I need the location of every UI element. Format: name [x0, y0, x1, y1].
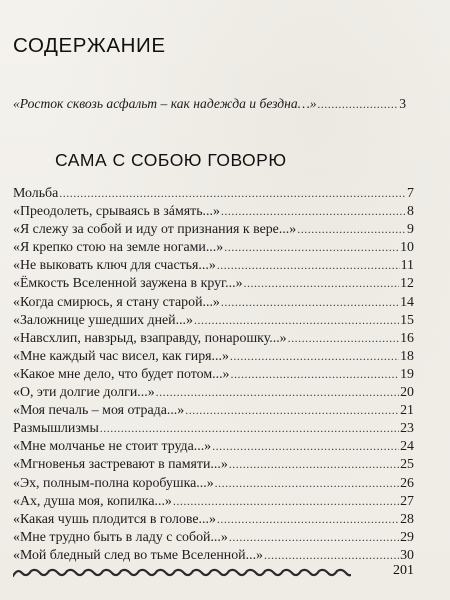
dot-leader: [217, 510, 399, 528]
toc-entry-title: «Не выковать ключ для счастья...»: [13, 258, 216, 274]
toc-entry: [13, 256, 414, 274]
toc-entry: [13, 437, 414, 455]
dot-leader: [297, 220, 406, 238]
toc-entry: [13, 293, 414, 311]
toc-entry-title: «Какая чушь плодится в голове...»: [13, 511, 216, 527]
toc-entry: [13, 510, 414, 528]
toc-entry-title: «Мне каждый час висел, как гиря...»: [13, 348, 229, 364]
dot-leader: [288, 329, 399, 347]
toc-entry: [13, 311, 414, 329]
dot-leader: [318, 97, 399, 112]
dot-leader: [59, 184, 406, 202]
toc-entry-page: 23: [400, 421, 414, 437]
toc-entry-title: «Мне молчанье не стоит труда...»: [13, 439, 212, 455]
page-number: 201: [393, 563, 414, 578]
toc-entry-title: «Я слежу за собой и иду от признания к вере...»: [13, 222, 297, 238]
toc-entry-title: «Моя печаль – моя отрада...»: [13, 403, 185, 419]
toc-entry-page: 11: [400, 258, 414, 274]
toc-entry-title: «Заложнице ушедших дней...»: [13, 312, 193, 328]
dot-leader: [229, 528, 399, 546]
toc-entry: [13, 492, 414, 510]
toc-entry: [13, 347, 414, 365]
toc-entry: [13, 474, 414, 492]
toc-entry-title: «Ёмкость Вселенной заужена в круг...»: [13, 276, 243, 292]
toc-entry: [13, 419, 414, 437]
dot-leader: [244, 274, 400, 292]
dot-leader: [230, 347, 399, 365]
dot-leader: [212, 437, 399, 455]
toc-entry-title: «Какое мне дело, что будет потом...»: [13, 366, 230, 382]
dot-leader: [194, 311, 399, 329]
toc-entry: [13, 184, 414, 202]
toc-entry-page: 14: [400, 294, 414, 310]
toc-list: [13, 184, 414, 564]
toc-entry-page: 25: [400, 457, 414, 473]
toc-entry-page: 20: [400, 385, 414, 401]
toc-entry-title: «Мне трудно быть в ладу с собой...»: [13, 529, 228, 545]
toc-entry: [13, 202, 414, 220]
toc-entry: [13, 546, 414, 564]
toc-entry-page: 18: [400, 348, 414, 364]
decorative-wave-border: [13, 567, 351, 579]
dot-leader: [231, 365, 400, 383]
dot-leader: [100, 419, 399, 437]
toc-entry-page: 29: [400, 529, 414, 545]
intro-entry-title: «Росток сквозь асфальт – как надежда и бездна…»: [13, 96, 317, 111]
toc-entry: [13, 383, 414, 401]
toc-entry-page: 24: [400, 439, 414, 455]
toc-entry: [13, 528, 414, 546]
toc-entry-page: 27: [400, 493, 414, 509]
toc-entry: [13, 274, 414, 292]
dot-leader: [264, 546, 399, 564]
dot-leader: [185, 401, 399, 419]
toc-entry-page: 9: [407, 222, 414, 238]
toc-entry-page: 21: [400, 403, 414, 419]
toc-entry-title: «Мой бледный след во тьме Вселенной...»: [13, 547, 263, 563]
toc-entry-page: 26: [400, 475, 414, 491]
toc-entry-title: «Навсхлип, навзрыд, взаправду, понарошку...»: [13, 330, 287, 346]
toc-entry-page: 10: [400, 240, 414, 256]
toc-entry-title: «Когда смирюсь, я стану старой...»: [13, 294, 220, 310]
toc-entry-title: «Ах, душа моя, копилка...»: [13, 493, 172, 509]
toc-entry-page: 28: [400, 511, 414, 527]
toc-entry-title: «Преодолеть, срываясь в зáмять...»: [13, 204, 220, 220]
toc-entry: [13, 238, 414, 256]
toc-entry: [13, 220, 414, 238]
section-title: САМА С СОБОЮ ГОВОРЮ: [55, 150, 287, 170]
toc-entry-page: 30: [400, 547, 414, 563]
dot-leader: [173, 492, 399, 510]
toc-entry-page: 16: [400, 330, 414, 346]
toc-entry-title: «О, эти долгие долги...»: [13, 385, 155, 401]
intro-entry: [13, 96, 406, 112]
toc-entry: [13, 401, 414, 419]
dot-leader: [221, 202, 406, 220]
toc-entry-title: Мольба: [13, 186, 59, 201]
toc-entry-title: Размышлизмы: [13, 421, 99, 437]
toc-entry: [13, 455, 414, 473]
toc-entry-page: 19: [400, 366, 414, 382]
toc-entry-title: «Я крепко стою на земле ногами...»: [13, 240, 224, 256]
dot-leader: [229, 455, 399, 473]
toc-entry-page: 8: [407, 204, 414, 220]
toc-entry-title: «Мгновенья застревают в памяти...»: [13, 457, 228, 473]
dot-leader: [215, 474, 399, 492]
toc-entry: [13, 365, 414, 383]
dot-leader: [156, 383, 399, 401]
dot-leader: [221, 293, 399, 311]
dot-leader: [224, 238, 399, 256]
intro-entry-page: 3: [399, 96, 406, 111]
toc-entry-page: 7: [407, 186, 414, 201]
toc-entry: [13, 329, 414, 347]
dot-leader: [217, 256, 400, 274]
toc-entry-page: 15: [400, 312, 414, 328]
toc-entry-title: «Эх, полным-полна коробушка...»: [13, 475, 214, 491]
toc-entry-page: 12: [400, 276, 414, 292]
contents-heading: СОДЕРЖАНИЕ: [13, 34, 166, 57]
